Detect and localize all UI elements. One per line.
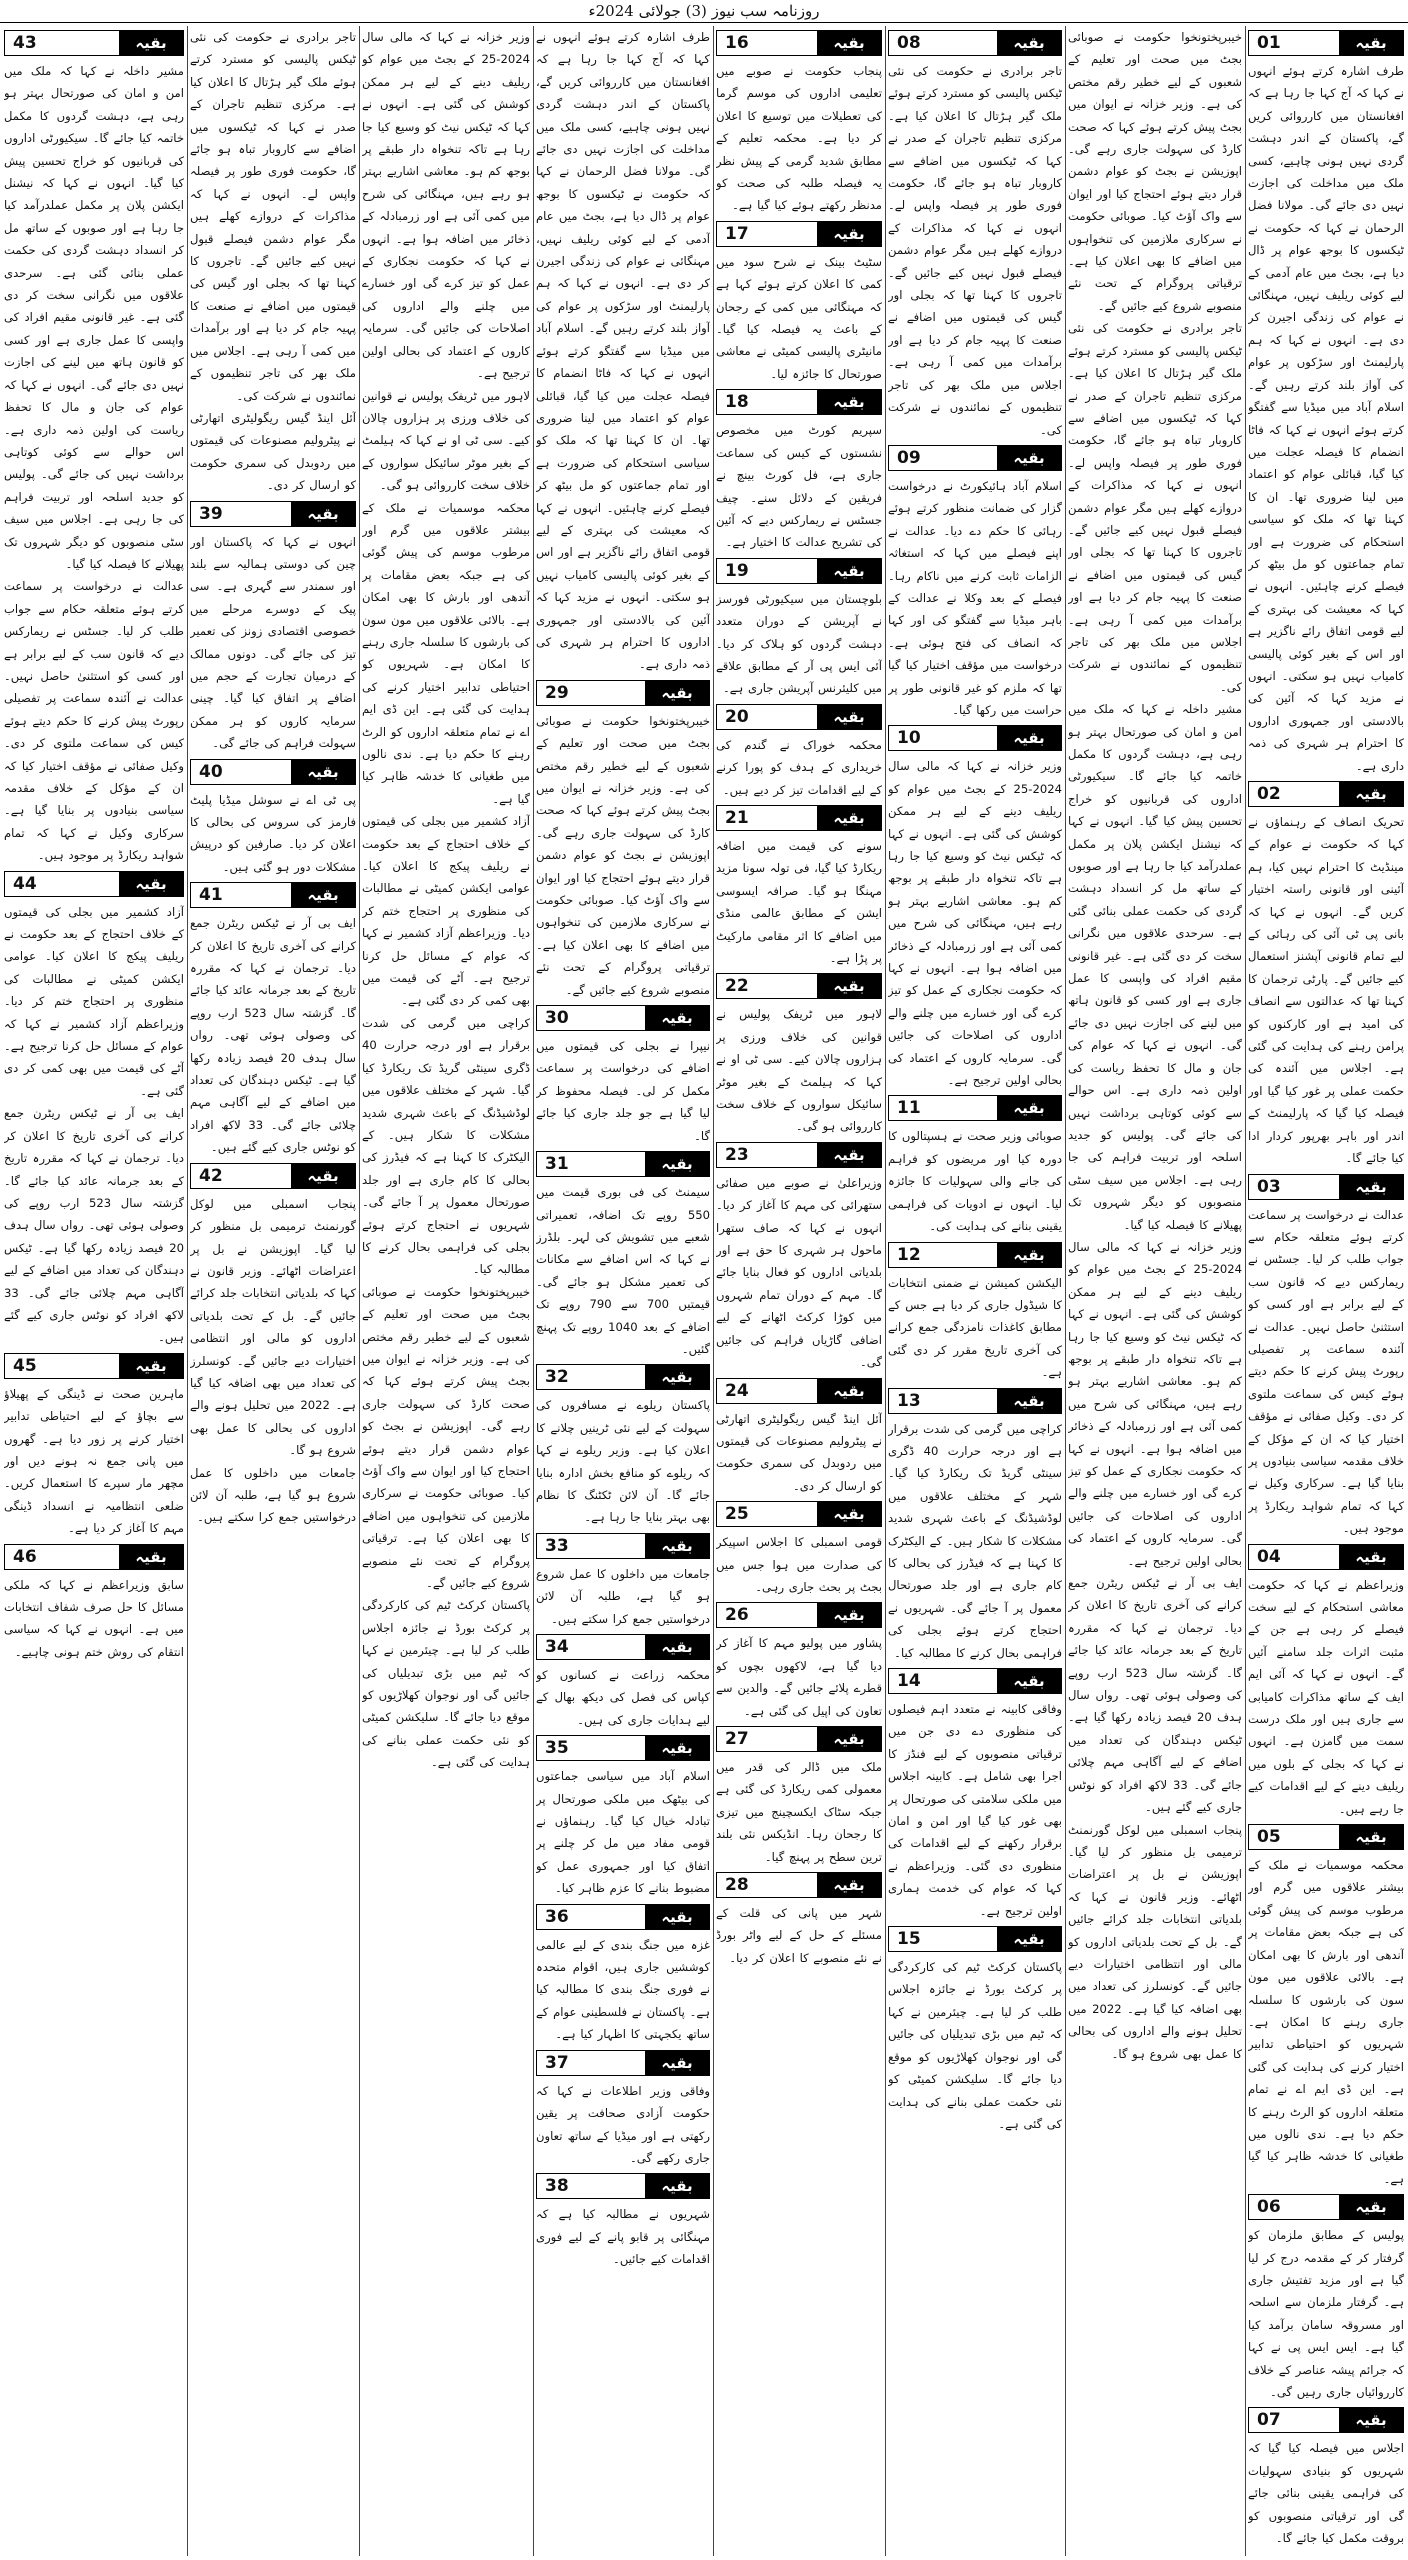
continuation-number: 15	[889, 1927, 997, 1951]
continuation-label: بقیہ	[1339, 2195, 1403, 2219]
article-text: پاکستان ریلوے نے مسافروں کی سہولت کے لیے نئی ٹرینیں چلانے کا اعلان کیا ہے۔ وزیر ریلوے نے کہا کہ ریلوے کو منافع بخش ادارہ بنایا جائے گا۔ آن لائن ٹکٹنگ کا نظام بھی بہتر بنایا جا رہا ہے۔	[536, 1398, 710, 1525]
continuation-tag	[716, 1501, 882, 1527]
article-text: تحریک انصاف کے رہنماؤں نے کہا کہ حکومت نے عوام کے مینڈیٹ کا احترام نہیں کیا، ہم آئینی اور قانونی راستہ اختیار کریں گے۔ انہوں نے کہا کہ بانی پی ٹی آئی کی رہائی کے لیے تمام قانونی آپشنز استعمال کیے جائیں گے۔ پارٹی ترجمان کا کہنا تھا کہ عدالتوں سے انصاف کی امید ہے اور کارکنوں کو پرامن رہنے کی ہدایت کی گئی ہے۔ اجلاس میں آئندہ کی حکمت عملی پر غور کیا گیا اور فیصلہ کیا گیا کہ پارلیمنٹ کے اندر اور باہر بھرپور کردار ادا کیا جائے گا۔	[1248, 815, 1404, 1166]
continuation-tag	[716, 704, 882, 730]
continuation-tag	[4, 871, 184, 897]
article-text: وزیر خزانہ نے کہا کہ مالی سال 2024-25 کے بجٹ میں عوام کو ریلیف دینے کے لیے ہر ممکن کوشش کی گئی ہے۔ انہوں نے کہا کہ ٹیکس نیٹ کو وسیع کیا جا رہا ہے تاکہ تنخواہ دار طبقے پر بوجھ کم ہو۔ معاشی اشاریے بہتر ہو رہے ہیں، مہنگائی کی شرح میں کمی آئی ہے اور زرمبادلہ کے ذخائر میں اضافہ ہوا ہے۔ انہوں نے کہا کہ حکومت نجکاری کے عمل کو تیز کرے گی اور خسارے میں چلنے والے اداروں کی اصلاحات کی جائیں گی۔ سرمایہ کاروں کے اعتماد کی بحالی اولین ترجیح ہے۔	[1068, 1239, 1242, 1568]
column-8	[4, 26, 184, 2556]
continuation-label: بقیہ	[645, 1534, 709, 1558]
continuation-number: 37	[537, 2051, 645, 2075]
article-text: سپریم کورٹ میں مخصوص نشستوں کے کیس کی سماعت جاری ہے، فل کورٹ بینچ نے فریقین کے دلائل سنے۔ چیف جسٹس نے ریمارکس دیے کہ آئین کی تشریح عدالت کا اختیار ہے۔	[716, 423, 882, 550]
continuation-number: 34	[537, 1635, 645, 1659]
continuation-number: 04	[1249, 1545, 1339, 1569]
article-text: لاہور میں ٹریفک پولیس نے قوانین کی خلاف ورزی پر ہزاروں چالان کیے۔ سی ٹی او نے کہا کہ ہیلمٹ کے بغیر موٹر سائیکل سواروں کے خلاف سخت کارروائی ہو گی۔	[716, 1007, 882, 1134]
continuation-number: 32	[537, 1365, 645, 1389]
continuation-tag	[536, 1735, 710, 1761]
continuation-label: بقیہ	[997, 1389, 1061, 1413]
article-text: عدالت نے درخواست پر سماعت کرتے ہوئے متعلقہ حکام سے جواب طلب کر لیا۔ جسٹس نے ریمارکس دیے کہ قانون سب کے لیے برابر ہے اور کسی کو استثنیٰ حاصل نہیں۔ عدالت نے آئندہ سماعت پر تفصیلی رپورٹ پیش کرنے کا حکم دیتے ہوئے کیس کی سماعت ملتوی کر دی۔ وکیل صفائی نے مؤقف اختیار کیا کہ ان کے مؤکل کے خلاف مقدمہ سیاسی بنیادوں پر بنایا گیا ہے۔ سرکاری وکیل نے کہا کہ تمام شواہد ریکارڈ پر موجود ہیں۔	[4, 579, 184, 863]
article-text: آئل اینڈ گیس ریگولیٹری اتھارٹی نے پیٹرولیم مصنوعات کی قیمتوں میں ردوبدل کی سمری حکومت کو ارسال کر دی۔	[190, 410, 356, 493]
column-7	[190, 26, 356, 2556]
article-text: پنجاب اسمبلی میں لوکل گورنمنٹ ترمیمی بل منظور کر لیا گیا۔ اپوزیشن نے بل پر اعتراضات اٹھائے۔ وزیر قانون نے کہا کہ بلدیاتی انتخابات جلد کرائے جائیں گے۔ بل کے تحت بلدیاتی اداروں کو مالی اور انتظامی اختیارات دیے جائیں گے۔ کونسلرز کی تعداد میں بھی اضافہ کیا گیا ہے۔ 2022 میں تحلیل ہونے والے اداروں کی بحالی کا عمل بھی شروع ہو گا۔	[190, 1196, 356, 1458]
continuation-label: بقیہ	[1339, 1545, 1403, 1569]
continuation-number: 38	[537, 2174, 645, 2198]
continuation-label: بقیہ	[645, 2051, 709, 2075]
article-text: اسلام آباد میں سیاسی جماعتوں کی بیٹھک میں ملکی صورتحال پر تبادلہ خیال کیا گیا۔ رہنماؤں نے قومی مفاد میں مل کر چلنے پر اتفاق کیا اور جمہوری عمل کو مضبوط بنانے کا عزم ظاہر کیا۔	[536, 1769, 710, 1896]
continuation-tag	[888, 1926, 1062, 1952]
continuation-label: بقیہ	[645, 1006, 709, 1030]
continuation-number: 09	[889, 446, 997, 470]
continuation-label: بقیہ	[645, 1736, 709, 1760]
continuation-number: 28	[717, 1873, 817, 1897]
continuation-label: بقیہ	[119, 1545, 183, 1569]
continuation-label: بقیہ	[291, 760, 355, 784]
continuation-label: بقیہ	[817, 705, 881, 729]
article-text: ایف بی آر نے ٹیکس ریٹرن جمع کرانے کی آخری تاریخ کا اعلان کر دیا۔ ترجمان نے کہا کہ مقررہ تاریخ کے بعد جرمانہ عائد کیا جائے گا۔ گزشتہ سال 523 ارب روپے کی وصولی ہوئی تھی۔ رواں سال ہدف 20 فیصد زیادہ رکھا گیا ہے۔ ٹیکس دہندگان کی تعداد میں اضافے کے لیے آگاہی مہم چلائی جائے گی۔ 33 لاکھ افراد کو نوٹس جاری کیے گئے ہیں۔	[4, 1106, 184, 1345]
continuation-number: 46	[5, 1545, 119, 1569]
article-text: اسلام آباد ہائیکورٹ نے درخواست گزار کی ضمانت منظور کرتے ہوئے رہائی کا حکم دے دیا۔ عدالت نے اپنے فیصلے میں کہا کہ استغاثہ الزامات ثابت کرنے میں ناکام رہا۔ فیصلے کے بعد وکلا نے عدالت کے باہر میڈیا سے گفتگو کی اور کہا کہ انصاف کی فتح ہوئی ہے۔ درخواست میں مؤقف اختیار کیا گیا تھا کہ ملزم کو غیر قانونی طور پر حراست میں رکھا گیا۔	[888, 478, 1062, 717]
continuation-tag	[716, 1726, 882, 1752]
continuation-label: بقیہ	[1339, 1825, 1403, 1849]
article-text: طرف اشارہ کرتے ہوئے انہوں نے کہا کہ آج کہا جا رہا ہے کہ افغانستان میں کارروائی کریں گے، پاکستان کے اندر دہشت گردی نہیں ہونی چاہیے، کسی ملک میں مداخلت کی اجازت نہیں دی جائے گی۔ مولانا فضل الرحمان نے کہا کہ حکومت نے ٹیکسوں کا بوجھ عوام پر ڈال دیا ہے، بجٹ میں عام آدمی کے لیے کوئی ریلیف نہیں، مہنگائی نے عوام کی زندگی اجیرن کر دی ہے۔ انہوں نے کہا کہ ہم پارلیمنٹ اور سڑکوں پر عوام کی آواز بلند کرتے رہیں گے۔ اسلام آباد میں میڈیا سے گفتگو کرتے ہوئے انہوں نے کہا کہ فاٹا انضمام کا فیصلہ عجلت میں کیا گیا، قبائلی عوام کو اعتماد میں لینا ضروری تھا۔ ان کا کہنا تھا کہ ملک کو سیاسی استحکام کی ضرورت ہے اور تمام جماعتوں کو مل بیٹھ کر فیصلے کرنے چاہئیں۔ انہوں نے کہا کہ معیشت کی بہتری کے لیے قومی اتفاق رائے ناگزیر ہے اور اس کے بغیر کوئی پالیسی کامیاب نہیں ہو سکتی۔ انہوں نے مزید کہا کہ آئین کی بالادستی اور جمہوری اداروں کا احترام ہر شہری کی ذمہ داری ہے۔	[536, 30, 710, 672]
continuation-tag	[1248, 1824, 1404, 1850]
continuation-label: بقیہ	[817, 390, 881, 414]
column-rule	[533, 26, 534, 2556]
continuation-label: بقیہ	[997, 31, 1061, 55]
continuation-number: 33	[537, 1534, 645, 1558]
column-5	[536, 26, 710, 2556]
article-text: تاجر برادری نے حکومت کی نئی ٹیکس پالیسی کو مسترد کرتے ہوئے ملک گیر ہڑتال کا اعلان کیا ہے۔ مرکزی تنظیم تاجران کے صدر نے کہا کہ ٹیکسوں میں اضافے سے کاروبار تباہ ہو جائے گا، حکومت فوری طور پر فیصلہ واپس لے۔ انہوں نے کہا کہ مذاکرات کے دروازے کھلے ہیں مگر عوام دشمن فیصلے قبول نہیں کیے جائیں گے۔ تاجروں کا کہنا تھا کہ بجلی اور گیس کی قیمتوں میں اضافے نے صنعت کا پہیہ جام کر دیا ہے اور برآمدات میں کمی آ رہی ہے۔ اجلاس میں ملک بھر کی تاجر تنظیموں کے نمائندوں نے شرکت کی۔	[190, 30, 356, 403]
continuation-number: 18	[717, 390, 817, 414]
continuation-label: بقیہ	[817, 222, 881, 246]
article-text: الیکشن کمیشن نے ضمنی انتخابات کا شیڈول جاری کر دیا ہے جس کے مطابق کاغذات نامزدگی جمع کرانے کی آخری تاریخ مقرر کر دی گئی ہے۔	[888, 1275, 1062, 1380]
article-text: خیبرپختونخوا حکومت نے صوبائی بجٹ میں صحت اور تعلیم کے شعبوں کے لیے خطیر رقم مختص کی ہے۔ وزیر خزانہ نے ایوان میں بجٹ پیش کرتے ہوئے کہا کہ صحت کارڈ کی سہولت جاری رہے گی۔ اپوزیشن نے بجٹ کو عوام دشمن قرار دیتے ہوئے احتجاج کیا اور ایوان سے واک آؤٹ کیا۔ صوبائی حکومت نے سرکاری ملازمین کی تنخواہوں میں اضافے کا بھی اعلان کیا ہے۔ ترقیاتی پروگرام کے تحت نئے منصوبے شروع کیے جائیں گے۔	[536, 713, 710, 997]
continuation-number: 07	[1249, 2408, 1339, 2432]
continuation-tag	[536, 1364, 710, 1390]
continuation-tag	[716, 1872, 882, 1898]
article-text: خیبرپختونخوا حکومت نے صوبائی بجٹ میں صحت اور تعلیم کے شعبوں کے لیے خطیر رقم مختص کی ہے۔ وزیر خزانہ نے ایوان میں بجٹ پیش کرتے ہوئے کہا کہ صحت کارڈ کی سہولت جاری رہے گی۔ اپوزیشن نے بجٹ کو عوام دشمن قرار دیتے ہوئے احتجاج کیا اور ایوان سے واک آؤٹ کیا۔ صوبائی حکومت نے سرکاری ملازمین کی تنخواہوں میں اضافے کا بھی اعلان کیا ہے۔ ترقیاتی پروگرام کے تحت نئے منصوبے شروع کیے جائیں گے۔	[362, 1284, 530, 1591]
article-text: مشیر داخلہ نے کہا کہ ملک میں امن و امان کی صورتحال بہتر ہو رہی ہے، دہشت گردوں کا مکمل خاتمہ کیا جائے گا۔ سیکیورٹی اداروں کی قربانیوں کو خراج تحسین پیش کیا گیا۔ انہوں نے کہا کہ نیشنل ایکشن پلان پر مکمل عملدرآمد کیا جا رہا ہے اور صوبوں کے ساتھ مل کر انسداد دہشت گردی کی حکمت عملی بنائی گئی ہے۔ سرحدی علاقوں میں نگرانی سخت کر دی گئی ہے۔ غیر قانونی مقیم افراد کی واپسی کا عمل جاری ہے اور کسی کو قانون ہاتھ میں لینے کی اجازت نہیں دی جائے گی۔ انہوں نے کہا کہ عوام کی جان و مال کا تحفظ ریاست کی اولین ذمہ داری ہے۔ اس حوالے سے کوئی کوتاہی برداشت نہیں کی جائے گی۔ پولیس کو جدید اسلحہ اور تربیت فراہم کی جا رہی ہے۔ اجلاس میں سیف سٹی منصوبوں کو دیگر شہروں تک پھیلانے کا فیصلہ کیا گیا۔	[4, 64, 184, 571]
continuation-tag	[716, 389, 882, 415]
article-text: جامعات میں داخلوں کا عمل شروع ہو گیا ہے، طلبہ آن لائن درخواستیں جمع کرا سکتے ہیں۔	[190, 1465, 356, 1525]
continuation-tag	[536, 1904, 710, 1930]
continuation-number: 19	[717, 559, 817, 583]
continuation-number: 16	[717, 31, 817, 55]
article-text: محکمہ موسمیات نے ملک کے بیشتر علاقوں میں گرم اور مرطوب موسم کی پیش گوئی کی ہے جبکہ بعض مقامات پر آندھی اور بارش کا بھی امکان ہے۔ بالائی علاقوں میں مون سون کی بارشوں کا سلسلہ جاری رہنے کا امکان ہے۔ شہریوں کو احتیاطی تدابیر اختیار کرنے کی ہدایت کی گئی ہے۔ این ڈی ایم اے نے تمام متعلقہ اداروں کو الرٹ رہنے کا حکم دیا ہے۔ ندی نالوں میں طغیانی کا خدشہ ظاہر کیا گیا ہے۔	[362, 500, 530, 806]
continuation-number: 08	[889, 31, 997, 55]
continuation-label: بقیہ	[1339, 2408, 1403, 2432]
continuation-tag	[716, 1142, 882, 1168]
continuation-tag	[536, 1533, 710, 1559]
continuation-tag	[888, 30, 1062, 56]
continuation-number: 13	[889, 1389, 997, 1413]
continuation-tag	[4, 1353, 184, 1379]
article-text: کراچی میں گرمی کی شدت برقرار ہے اور درجہ حرارت 40 ڈگری سینٹی گریڈ تک ریکارڈ کیا گیا۔ شہر کے مختلف علاقوں میں لوڈشیڈنگ کے باعث شہری شدید مشکلات کا شکار ہیں۔ کے الیکٹرک کا کہنا ہے کہ فیڈرز کی بحالی کا کام جاری ہے اور جلد صورتحال معمول پر آ جائے گی۔ شہریوں نے احتجاج کرتے ہوئے بجلی کی فراہمی بحال کرنے کا مطالبہ کیا۔	[888, 1421, 1062, 1660]
article-text: وزیر خزانہ نے کہا کہ مالی سال 2024-25 کے بجٹ میں عوام کو ریلیف دینے کے لیے ہر ممکن کوشش کی گئی ہے۔ انہوں نے کہا کہ ٹیکس نیٹ کو وسیع کیا جا رہا ہے تاکہ تنخواہ دار طبقے پر بوجھ کم ہو۔ معاشی اشاریے بہتر ہو رہے ہیں، مہنگائی کی شرح میں کمی آئی ہے اور زرمبادلہ کے ذخائر میں اضافہ ہوا ہے۔ انہوں نے کہا کہ حکومت نجکاری کے عمل کو تیز کرے گی اور خسارے میں چلنے والے اداروں کی اصلاحات کی جائیں گی۔ سرمایہ کاروں کے اعتماد کی بحالی اولین ترجیح ہے۔	[888, 759, 1062, 1088]
continuation-tag	[190, 501, 356, 527]
continuation-label: بقیہ	[645, 1905, 709, 1929]
article-text: محکمہ زراعت نے کسانوں کو کپاس کی فصل کی دیکھ بھال کے لیے ہدایات جاری کی ہیں۔	[536, 1668, 710, 1727]
continuation-tag	[1248, 2194, 1404, 2220]
continuation-number: 06	[1249, 2195, 1339, 2219]
continuation-number: 22	[717, 974, 817, 998]
continuation-tag	[536, 2173, 710, 2199]
continuation-number: 11	[889, 1096, 997, 1120]
continuation-number: 26	[717, 1603, 817, 1627]
article-text: وفاقی وزیر اطلاعات نے کہا کہ حکومت آزادی صحافت پر یقین رکھتی ہے اور میڈیا کے ساتھ تعاون جاری رکھے گی۔	[536, 2083, 710, 2165]
continuation-tag	[536, 2050, 710, 2076]
column-rule	[1245, 26, 1246, 2556]
continuation-number: 42	[191, 1164, 291, 1188]
article-text: پاکستان کرکٹ ٹیم کی کارکردگی پر کرکٹ بورڈ نے جائزہ اجلاس طلب کر لیا ہے۔ چیئرمین نے کہا کہ ٹیم میں بڑی تبدیلیاں کی جائیں گی اور نوجوان کھلاڑیوں کو موقع دیا جائے گا۔ سلیکشن کمیٹی کو نئی حکمت عملی بنانے کی ہدایت کی گئی ہے۔	[888, 1960, 1062, 2131]
continuation-tag	[716, 30, 882, 56]
continuation-tag	[1248, 1174, 1404, 1200]
continuation-tag	[716, 221, 882, 247]
article-text: جامعات میں داخلوں کا عمل شروع ہو گیا ہے، طلبہ آن لائن درخواستیں جمع کرا سکتے ہیں۔	[536, 1566, 710, 1626]
column-rule	[359, 26, 360, 2556]
column-rule	[187, 26, 188, 2556]
column-1	[1248, 26, 1404, 2556]
article-text: لاہور میں ٹریفک پولیس نے قوانین کی خلاف ورزی پر ہزاروں چالان کیے۔ سی ٹی او نے کہا کہ ہیلمٹ کے بغیر موٹر سائیکل سواروں کے خلاف سخت کارروائی ہو گی۔	[362, 388, 530, 493]
continuation-number: 23	[717, 1143, 817, 1167]
column-6	[362, 26, 530, 2556]
article-text: ملک میں ڈالر کی قدر میں معمولی کمی ریکارڈ کی گئی ہے جبکہ سٹاک ایکسچینج میں تیزی کا رجحان رہا۔ انڈیکس نئی بلند ترین سطح پر پہنچ گیا۔	[716, 1759, 882, 1864]
continuation-tag	[716, 1602, 882, 1628]
continuation-tag	[888, 1095, 1062, 1121]
continuation-tag	[1248, 1544, 1404, 1570]
article-text: سیمنٹ کی فی بوری قیمت میں 550 روپے تک اضافہ، تعمیراتی شعبے میں تشویش کی لہر۔ بلڈرز نے کہا کہ اس اضافے سے مکانات کی تعمیر مشکل ہو جائے گی۔ قیمتیں 700 سے 790 روپے تک اضافے کے بعد 1040 روپے تک پہنچ گئیں۔	[536, 1185, 710, 1356]
article-text: آئل اینڈ گیس ریگولیٹری اتھارٹی نے پیٹرولیم مصنوعات کی قیمتوں میں ردوبدل کی سمری حکومت کو ارسال کر دی۔	[716, 1411, 882, 1493]
column-2	[1068, 26, 1242, 2556]
continuation-tag	[190, 882, 356, 908]
article-text: تاجر برادری نے حکومت کی نئی ٹیکس پالیسی کو مسترد کرتے ہوئے ملک گیر ہڑتال کا اعلان کیا ہے۔ مرکزی تنظیم تاجران کے صدر نے کہا کہ ٹیکسوں میں اضافے سے کاروبار تباہ ہو جائے گا، حکومت فوری طور پر فیصلہ واپس لے۔ انہوں نے کہا کہ مذاکرات کے دروازے کھلے ہیں مگر عوام دشمن فیصلے قبول نہیں کیے جائیں گے۔ تاجروں کا کہنا تھا کہ بجلی اور گیس کی قیمتوں میں اضافے نے صنعت کا پہیہ جام کر دیا ہے اور برآمدات میں کمی آ رہی ہے۔ اجلاس میں ملک بھر کی تاجر تنظیموں کے نمائندوں نے شرکت کی۔	[888, 64, 1062, 437]
continuation-label: بقیہ	[645, 1365, 709, 1389]
article-text: محکمہ خوراک نے گندم کی خریداری کے ہدف کو پورا کرنے کے لیے اقدامات تیز کر دیے ہیں۔	[716, 737, 882, 797]
continuation-number: 27	[717, 1727, 817, 1751]
continuation-tag	[190, 1163, 356, 1189]
article-text: ماہرین صحت نے ڈینگی کے پھیلاؤ سے بچاؤ کے لیے احتیاطی تدابیر اختیار کرنے پر زور دیا ہے۔ گھروں میں پانی جمع نہ ہونے دیں اور مچھر مار سپرے کا استعمال کریں۔ ضلعی انتظامیہ نے انسداد ڈینگی مہم کا آغاز کر دیا ہے۔	[4, 1386, 184, 1536]
continuation-tag	[536, 1005, 710, 1031]
continuation-number: 01	[1249, 31, 1339, 55]
continuation-tag	[716, 805, 882, 831]
article-text: قومی اسمبلی کا اجلاس اسپیکر کی صدارت میں ہوا جس میں بجٹ پر بحث جاری رہی۔	[716, 1535, 882, 1594]
article-text: نیپرا نے بجلی کی قیمتوں میں اضافے کی درخواست پر سماعت مکمل کر لی۔ فیصلہ محفوظ کر لیا گیا ہے جو جلد جاری کیا جائے گا۔	[536, 1039, 710, 1143]
column-rule	[1065, 26, 1066, 2556]
continuation-number: 05	[1249, 1825, 1339, 1849]
continuation-tag	[4, 30, 184, 56]
continuation-label: بقیہ	[817, 559, 881, 583]
continuation-label: بقیہ	[1339, 31, 1403, 55]
continuation-label: بقیہ	[817, 1379, 881, 1403]
continuation-label: بقیہ	[645, 681, 709, 705]
continuation-label: بقیہ	[645, 1635, 709, 1659]
article-text: وزیراعلیٰ نے صوبے میں صفائی ستھرائی کی مہم کا آغاز کر دیا۔ انہوں نے کہا کہ صاف ستھرا ماحول ہر شہری کا حق ہے اور بلدیاتی اداروں کو فعال بنایا جائے گا۔ مہم کے دوران تمام شہروں میں کوڑا کرکٹ اٹھانے کے لیے اضافی گاڑیاں فراہم کی جائیں گی۔	[716, 1175, 882, 1370]
continuation-number: 30	[537, 1006, 645, 1030]
article-text: عدالت نے درخواست پر سماعت کرتے ہوئے متعلقہ حکام سے جواب طلب کر لیا۔ جسٹس نے ریمارکس دیے کہ قانون سب کے لیے برابر ہے اور کسی کو استثنیٰ حاصل نہیں۔ عدالت نے آئندہ سماعت پر تفصیلی رپورٹ پیش کرنے کا حکم دیتے ہوئے کیس کی سماعت ملتوی کر دی۔ وکیل صفائی نے مؤقف اختیار کیا کہ ان کے مؤکل کے خلاف مقدمہ سیاسی بنیادوں پر بنایا گیا ہے۔ سرکاری وکیل نے کہا کہ تمام شواہد ریکارڈ پر موجود ہیں۔	[1248, 1207, 1404, 1536]
continuation-tag	[888, 1242, 1062, 1268]
continuation-number: 17	[717, 222, 817, 246]
continuation-number: 10	[889, 726, 997, 750]
continuation-label: بقیہ	[817, 1502, 881, 1526]
continuation-label: بقیہ	[817, 806, 881, 830]
continuation-label: بقیہ	[119, 872, 183, 896]
article-text: پولیس کے مطابق ملزمان کو گرفتار کر کے مقدمہ درج کر لیا گیا ہے اور مزید تفتیش جاری ہے۔ گرفتار ملزمان سے اسلحہ اور مسروقہ سامان برآمد کیا گیا ہے۔ ایس ایس پی نے کہا کہ جرائم پیشہ عناصر کے خلاف کارروائیاں جاری رہیں گی۔	[1248, 2228, 1404, 2399]
article-text: پاکستان کرکٹ ٹیم کی کارکردگی پر کرکٹ بورڈ نے جائزہ اجلاس طلب کر لیا ہے۔ چیئرمین نے کہا کہ ٹیم میں بڑی تبدیلیاں کی جائیں گی اور نوجوان کھلاڑیوں کو موقع دیا جائے گا۔ سلیکشن کمیٹی کو نئی حکمت عملی بنانے کی ہدایت کی گئی ہے۔	[362, 1598, 530, 1770]
column-4	[716, 26, 882, 2556]
article-text: غزہ میں جنگ بندی کے لیے عالمی کوششیں جاری ہیں، اقوام متحدہ نے فوری جنگ بندی کا مطالبہ کیا ہے۔ پاکستان نے فلسطینی عوام کے ساتھ یکجہتی کا اظہار کیا ہے۔	[536, 1937, 710, 2042]
continuation-tag	[536, 680, 710, 706]
continuation-tag	[536, 1151, 710, 1177]
continuation-label: بقیہ	[119, 1354, 183, 1378]
article-text: وزیراعظم نے کہا کہ حکومت معاشی استحکام کے لیے سخت فیصلے کر رہی ہے جن کے مثبت اثرات جلد سامنے آئیں گے۔ انہوں نے کہا کہ آئی ایم ایف کے ساتھ مذاکرات کامیابی سے جاری ہیں اور ملک درست سمت میں گامزن ہے۔ انہوں نے کہا کہ بجلی کے بلوں میں ریلیف دینے کے لیے اقدامات کیے جا رہے ہیں۔	[1248, 1577, 1404, 1816]
continuation-label: بقیہ	[997, 1927, 1061, 1951]
article-text: مشیر داخلہ نے کہا کہ ملک میں امن و امان کی صورتحال بہتر ہو رہی ہے، دہشت گردوں کا مکمل خاتمہ کیا جائے گا۔ سیکیورٹی اداروں کی قربانیوں کو خراج تحسین پیش کیا گیا۔ انہوں نے کہا کہ نیشنل ایکشن پلان پر مکمل عملدرآمد کیا جا رہا ہے اور صوبوں کے ساتھ مل کر انسداد دہشت گردی کی حکمت عملی بنائی گئی ہے۔ سرحدی علاقوں میں نگرانی سخت کر دی گئی ہے۔ غیر قانونی مقیم افراد کی واپسی کا عمل جاری ہے اور کسی کو قانون ہاتھ میں لینے کی اجازت نہیں دی جائے گی۔ انہوں نے کہا کہ عوام کی جان و مال کا تحفظ ریاست کی اولین ذمہ داری ہے۔ اس حوالے سے کوئی کوتاہی برداشت نہیں کی جائے گی۔ پولیس کو جدید اسلحہ اور تربیت فراہم کی جا رہی ہے۔ اجلاس میں سیف سٹی منصوبوں کو دیگر شہروں تک پھیلانے کا فیصلہ کیا گیا۔	[1068, 702, 1242, 1232]
continuation-number: 40	[191, 760, 291, 784]
continuation-tag	[716, 973, 882, 999]
continuation-tag	[888, 725, 1062, 751]
continuation-number: 36	[537, 1905, 645, 1929]
continuation-number: 45	[5, 1354, 119, 1378]
continuation-label: بقیہ	[817, 31, 881, 55]
continuation-number: 44	[5, 872, 119, 896]
article-text: انہوں نے کہا کہ پاکستان اور چین کی دوستی ہمالیہ سے بلند اور سمندر سے گہری ہے۔ سی پیک کے دوسرے مرحلے میں خصوصی اقتصادی زونز کی تعمیر تیز کی جائے گی۔ دونوں ممالک کے درمیان تجارت کے حجم میں اضافے پر اتفاق کیا گیا۔ چینی سرمایہ کاروں کو ہر ممکن سہولت فراہم کی جائے گی۔	[190, 534, 356, 751]
continuation-tag	[1248, 781, 1404, 807]
header-title: روزنامہ سب نیوز (3) جولائی 2024ء	[588, 2, 820, 20]
continuation-tag	[716, 558, 882, 584]
continuation-number: 31	[537, 1152, 645, 1176]
article-text: وفاقی کابینہ نے متعدد اہم فیصلوں کی منظوری دے دی جن میں ترقیاتی منصوبوں کے لیے فنڈز کا اجرا بھی شامل ہے۔ کابینہ اجلاس میں ملکی سلامتی کی صورتحال پر بھی غور کیا گیا اور امن و امان برقرار رکھنے کے لیے اقدامات کی منظوری دی گئی۔ وزیراعظم نے کہا کہ عوام کی خدمت ہماری اولین ترجیح ہے۔	[888, 1702, 1062, 1918]
article-text: پنجاب اسمبلی میں لوکل گورنمنٹ ترمیمی بل منظور کر لیا گیا۔ اپوزیشن نے بل پر اعتراضات اٹھائے۔ وزیر قانون نے کہا کہ بلدیاتی انتخابات جلد کرائے جائیں گے۔ بل کے تحت بلدیاتی اداروں کو مالی اور انتظامی اختیارات دیے جائیں گے۔ کونسلرز کی تعداد میں بھی اضافہ کیا گیا ہے۔ 2022 میں تحلیل ہونے والے اداروں کی بحالی کا عمل بھی شروع ہو گا۔	[1068, 1822, 1242, 2061]
continuation-tag	[1248, 2407, 1404, 2433]
continuation-tag	[1248, 30, 1404, 56]
continuation-label: بقیہ	[291, 502, 355, 526]
continuation-label: بقیہ	[817, 1143, 881, 1167]
continuation-label: بقیہ	[291, 1164, 355, 1188]
article-text: سٹیٹ بینک نے شرح سود میں کمی کا اعلان کرتے ہوئے کہا ہے کہ مہنگائی میں کمی کے رجحان کے باعث یہ فیصلہ کیا گیا۔ مانیٹری پالیسی کمیٹی نے معاشی صورتحال کا جائزہ لیا۔	[716, 254, 882, 381]
article-text: اجلاس میں فیصلہ کیا گیا کہ شہریوں کو بنیادی سہولیات کی فراہمی یقینی بنائی جائے گی اور ترقیاتی منصوبوں کو بروقت مکمل کیا جائے گا۔	[1248, 2441, 1404, 2546]
continuation-tag	[888, 1388, 1062, 1414]
article-text: شہر میں پانی کی قلت کے مسئلے کے حل کے لیے واٹر بورڈ نے نئے منصوبے کا اعلان کر دیا۔	[716, 1906, 882, 1965]
page-header	[0, 0, 1408, 23]
continuation-number: 25	[717, 1502, 817, 1526]
continuation-number: 20	[717, 705, 817, 729]
article-text: آزاد کشمیر میں بجلی کی قیمتوں کے خلاف احتجاج کے بعد حکومت نے ریلیف پیکج کا اعلان کیا۔ عوامی ایکشن کمیٹی نے مطالبات کی منظوری پر احتجاج ختم کر دیا۔ وزیراعظم آزاد کشمیر نے کہا کہ عوام کے مسائل حل کرنا ترجیح ہے۔ آٹے کی قیمت میں بھی کمی کر دی گئی ہے۔	[362, 814, 530, 1008]
continuation-number: 43	[5, 31, 119, 55]
continuation-tag	[716, 1378, 882, 1404]
article-text: ایف بی آر نے ٹیکس ریٹرن جمع کرانے کی آخری تاریخ کا اعلان کر دیا۔ ترجمان نے کہا کہ مقررہ تاریخ کے بعد جرمانہ عائد کیا جائے گا۔ گزشتہ سال 523 ارب روپے کی وصولی ہوئی تھی۔ رواں سال ہدف 20 فیصد زیادہ رکھا گیا ہے۔ ٹیکس دہندگان کی تعداد میں اضافے کے لیے آگاہی مہم چلائی جائے گی۔ 33 لاکھ افراد کو نوٹس جاری کیے گئے ہیں۔	[1068, 1576, 1242, 1815]
article-text: سابق وزیراعظم نے کہا کہ ملکی مسائل کا حل صرف شفاف انتخابات میں ہے۔ انہوں نے کہا کہ سیاسی انتقام کی روش ختم ہونی چاہیے۔	[4, 1577, 184, 1659]
continuation-label: بقیہ	[817, 974, 881, 998]
article-text: تاجر برادری نے حکومت کی نئی ٹیکس پالیسی کو مسترد کرتے ہوئے ملک گیر ہڑتال کا اعلان کیا ہے۔ مرکزی تنظیم تاجران کے صدر نے کہا کہ ٹیکسوں میں اضافے سے کاروبار تباہ ہو جائے گا، حکومت فوری طور پر فیصلہ واپس لے۔ انہوں نے کہا کہ مذاکرات کے دروازے کھلے ہیں مگر عوام دشمن فیصلے قبول نہیں کیے جائیں گے۔ تاجروں کا کہنا تھا کہ بجلی اور گیس کی قیمتوں میں اضافے نے صنعت کا پہیہ جام کر دیا ہے اور برآمدات میں کمی آ رہی ہے۔ اجلاس میں ملک بھر کی تاجر تنظیموں کے نمائندوں نے شرکت کی۔	[1068, 321, 1242, 694]
article-text: خیبرپختونخوا حکومت نے صوبائی بجٹ میں صحت اور تعلیم کے شعبوں کے لیے خطیر رقم مختص کی ہے۔ وزیر خزانہ نے ایوان میں بجٹ پیش کرتے ہوئے کہا کہ صحت کارڈ کی سہولت جاری رہے گی۔ اپوزیشن نے بجٹ کو عوام دشمن قرار دیتے ہوئے احتجاج کیا اور ایوان سے واک آؤٹ کیا۔ صوبائی حکومت نے سرکاری ملازمین کی تنخواہوں میں اضافے کا بھی اعلان کیا ہے۔ ترقیاتی پروگرام کے تحت نئے منصوبے شروع کیے جائیں گے۔	[1068, 30, 1242, 313]
article-text: ایف بی آر نے ٹیکس ریٹرن جمع کرانے کی آخری تاریخ کا اعلان کر دیا۔ ترجمان نے کہا کہ مقررہ تاریخ کے بعد جرمانہ عائد کیا جائے گا۔ گزشتہ سال 523 ارب روپے کی وصولی ہوئی تھی۔ رواں سال ہدف 20 فیصد زیادہ رکھا گیا ہے۔ ٹیکس دہندگان کی تعداد میں اضافے کے لیے آگاہی مہم چلائی جائے گی۔ 33 لاکھ افراد کو نوٹس جاری کیے گئے ہیں۔	[190, 916, 356, 1155]
article-text: شہریوں نے مطالبہ کیا ہے کہ مہنگائی پر قابو پانے کے لیے فوری اقدامات کیے جائیں۔	[536, 2207, 710, 2267]
article-text: پنجاب حکومت نے صوبے میں تعلیمی اداروں کی موسم گرما کی تعطیلات میں توسیع کا اعلان کر دیا ہے۔ محکمہ تعلیم کے مطابق شدید گرمی کے پیش نظر یہ فیصلہ طلبہ کی صحت کو مدنظر رکھتے ہوئے کیا گیا ہے۔	[716, 64, 882, 213]
continuation-number: 35	[537, 1736, 645, 1760]
continuation-label: بقیہ	[997, 1243, 1061, 1267]
continuation-label: بقیہ	[645, 1152, 709, 1176]
article-text: وزیر خزانہ نے کہا کہ مالی سال 2024-25 کے بجٹ میں عوام کو ریلیف دینے کے لیے ہر ممکن کوشش کی گئی ہے۔ انہوں نے کہا کہ ٹیکس نیٹ کو وسیع کیا جا رہا ہے تاکہ تنخواہ دار طبقے پر بوجھ کم ہو۔ معاشی اشاریے بہتر ہو رہے ہیں، مہنگائی کی شرح میں کمی آئی ہے اور زرمبادلہ کے ذخائر میں اضافہ ہوا ہے۔ انہوں نے کہا کہ حکومت نجکاری کے عمل کو تیز کرے گی اور خسارے میں چلنے والے اداروں کی اصلاحات کی جائیں گی۔ سرمایہ کاروں کے اعتماد کی بحالی اولین ترجیح ہے۔	[362, 30, 530, 381]
continuation-label: بقیہ	[291, 883, 355, 907]
continuation-label: بقیہ	[1339, 1175, 1403, 1199]
column-rule	[885, 26, 886, 2556]
continuation-label: بقیہ	[997, 726, 1061, 750]
continuation-tag	[888, 1668, 1062, 1694]
continuation-number: 03	[1249, 1175, 1339, 1199]
continuation-label: بقیہ	[997, 446, 1061, 470]
continuation-number: 39	[191, 502, 291, 526]
continuation-number: 12	[889, 1243, 997, 1267]
continuation-label: بقیہ	[997, 1669, 1061, 1693]
continuation-tag	[4, 1544, 184, 1570]
article-text: صوبائی وزیر صحت نے ہسپتالوں کا دورہ کیا اور مریضوں کو فراہم کی جانے والی سہولیات کا جائزہ لیا۔ انہوں نے ادویات کی فراہمی یقینی بنانے کی ہدایت کی۔	[888, 1129, 1062, 1234]
column-rule	[713, 26, 714, 2556]
article-text: پشاور میں پولیو مہم کا آغاز کر دیا گیا ہے، لاکھوں بچوں کو قطرے پلائے جائیں گے۔ والدین سے تعاون کی اپیل کی گئی ہے۔	[716, 1636, 882, 1718]
article-text: بلوچستان میں سیکیورٹی فورسز نے آپریشن کے دوران متعدد دہشت گردوں کو ہلاک کر دیا۔ آئی ایس پی آر کے مطابق علاقے میں کلیئرنس آپریشن جاری ہے۔	[716, 591, 882, 696]
article-text: محکمہ موسمیات نے ملک کے بیشتر علاقوں میں گرم اور مرطوب موسم کی پیش گوئی کی ہے جبکہ بعض مقامات پر آندھی اور بارش کا بھی امکان ہے۔ بالائی علاقوں میں مون سون کی بارشوں کا سلسلہ جاری رہنے کا امکان ہے۔ شہریوں کو احتیاطی تدابیر اختیار کرنے کی ہدایت کی گئی ہے۔ این ڈی ایم اے نے تمام متعلقہ اداروں کو الرٹ رہنے کا حکم دیا ہے۔ ندی نالوں میں طغیانی کا خدشہ ظاہر کیا گیا ہے۔	[1248, 1858, 1404, 2186]
continuation-label: بقیہ	[1339, 782, 1403, 806]
continuation-number: 21	[717, 806, 817, 830]
continuation-label: بقیہ	[645, 2174, 709, 2198]
continuation-number: 02	[1249, 782, 1339, 806]
article-text: آزاد کشمیر میں بجلی کی قیمتوں کے خلاف احتجاج کے بعد حکومت نے ریلیف پیکج کا اعلان کیا۔ عوامی ایکشن کمیٹی نے مطالبات کی منظوری پر احتجاج ختم کر دیا۔ وزیراعظم آزاد کشمیر نے کہا کہ عوام کے مسائل حل کرنا ترجیح ہے۔ آٹے کی قیمت میں بھی کمی کر دی گئی ہے۔	[4, 904, 184, 1098]
continuation-tag	[536, 1634, 710, 1660]
article-text: سونے کی قیمت میں اضافہ ریکارڈ کیا گیا، فی تولہ سونا مزید مہنگا ہو گیا۔ صرافہ ایسوسی ایشن کے مطابق عالمی منڈی میں اضافے کا اثر مقامی مارکیٹ پر پڑا ہے۔	[716, 838, 882, 965]
continuation-label: بقیہ	[817, 1727, 881, 1751]
continuation-label: بقیہ	[997, 1096, 1061, 1120]
continuation-label: بقیہ	[119, 31, 183, 55]
continuation-label: بقیہ	[817, 1603, 881, 1627]
continuation-tag	[888, 445, 1062, 471]
column-3	[888, 26, 1062, 2556]
continuation-number: 29	[537, 681, 645, 705]
continuation-number: 24	[717, 1379, 817, 1403]
article-text: پی ٹی اے نے سوشل میڈیا پلیٹ فارمز کی سروس کی بحالی کا اعلان کر دیا۔ صارفین کو درپیش مشکلات دور ہو گئی ہیں۔	[190, 792, 356, 874]
article-text: طرف اشارہ کرتے ہوئے انہوں نے کہا کہ آج کہا جا رہا ہے کہ افغانستان میں کارروائی کریں گے، پاکستان کے اندر دہشت گردی نہیں ہونی چاہیے، کسی ملک میں مداخلت کی اجازت نہیں دی جائے گی۔ مولانا فضل الرحمان نے کہا کہ حکومت نے ٹیکسوں کا بوجھ عوام پر ڈال دیا ہے، بجٹ میں عام آدمی کے لیے کوئی ریلیف نہیں، مہنگائی نے عوام کی زندگی اجیرن کر دی ہے۔ انہوں نے کہا کہ ہم پارلیمنٹ اور سڑکوں پر عوام کی آواز بلند کرتے رہیں گے۔ اسلام آباد میں میڈیا سے گفتگو کرتے ہوئے انہوں نے کہا کہ فاٹا انضمام کا فیصلہ عجلت میں کیا گیا، قبائلی عوام کو اعتماد میں لینا ضروری تھا۔ ان کا کہنا تھا کہ ملک کو سیاسی استحکام کی ضرورت ہے اور تمام جماعتوں کو مل بیٹھ کر فیصلے کرنے چاہئیں۔ انہوں نے کہا کہ معیشت کی بہتری کے لیے قومی اتفاق رائے ناگزیر ہے اور اس کے بغیر کوئی پالیسی کامیاب نہیں ہو سکتی۔ انہوں نے مزید کہا کہ آئین کی بالادستی اور جمہوری اداروں کا احترام ہر شہری کی ذمہ داری ہے۔	[1248, 64, 1404, 773]
continuation-tag	[190, 759, 356, 785]
continuation-label: بقیہ	[817, 1873, 881, 1897]
continuation-number: 14	[889, 1669, 997, 1693]
continuation-number: 41	[191, 883, 291, 907]
article-text: کراچی میں گرمی کی شدت برقرار ہے اور درجہ حرارت 40 ڈگری سینٹی گریڈ تک ریکارڈ کیا گیا۔ شہر کے مختلف علاقوں میں لوڈشیڈنگ کے باعث شہری شدید مشکلات کا شکار ہیں۔ کے الیکٹرک کا کہنا ہے کہ فیڈرز کی بحالی کا کام جاری ہے اور جلد صورتحال معمول پر آ جائے گی۔ شہریوں نے احتجاج کرتے ہوئے بجلی کی فراہمی بحال کرنے کا مطالبہ کیا۔	[362, 1015, 530, 1277]
